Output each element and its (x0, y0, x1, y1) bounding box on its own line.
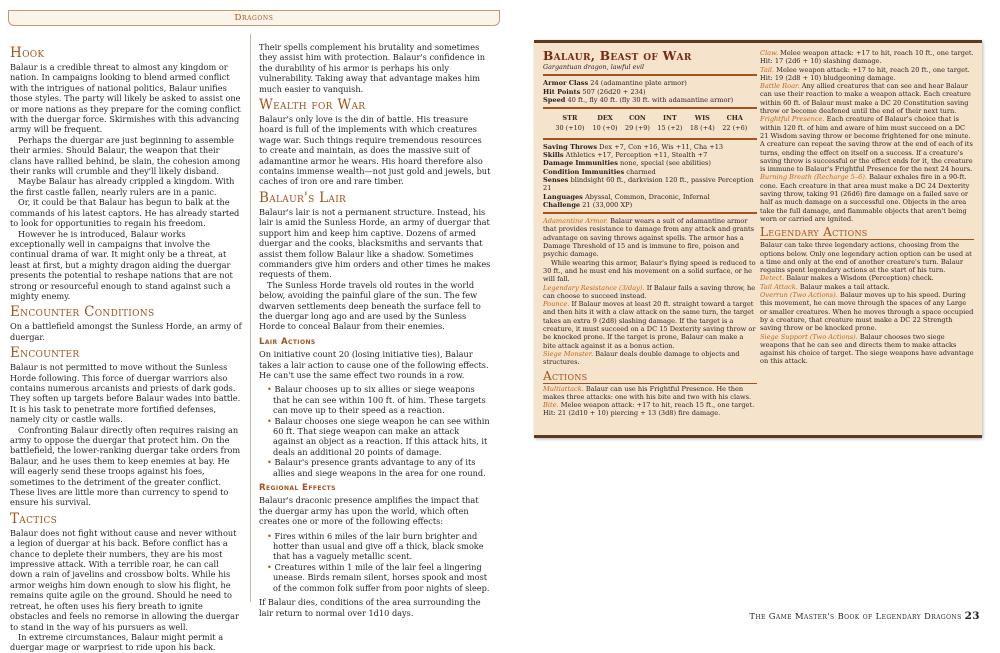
trait (543, 284, 757, 301)
stat-rule (543, 107, 757, 109)
ability-score: 30 (+10) (555, 124, 585, 133)
action-text: Balaur exhales fire in a 90-ft. cone. Each creature in that area must make a DC 24 Dexterity saving throw, taking 91 (26d6) fire damage on a failed save or half as much damage on a successful one. Objects in the area take the full damage, and flammable objects that aren't being worn or carried are ignited. (760, 173, 970, 223)
detail-label: Saving Throws (543, 142, 598, 151)
trait-text: If Balaur fails a saving throw, he can choose to succeed instead. (543, 283, 756, 300)
action-name: Bite. (543, 401, 559, 410)
lair-actions-intro: On initiative count 20 (losing initiative ties), Balaur takes a lair action to cause one of the following effects. He can't use the same effect two rounds in a row. (259, 349, 489, 380)
regional-effects-intro: Balaur's draconic presence amplifies the impact that the duergar army has upon the world, which often creates one or more of the following effects: (259, 495, 479, 527)
action-name: Burning Breath (Recharge 5–6). (760, 173, 868, 182)
legendary-action-name: Siege Support (Two Actions). (760, 332, 858, 341)
stat-block-left-column (543, 49, 757, 418)
legendary-action-text: Balaur chooses two siege weapons that he can see and directs them to make attacks against his choice of target. The siege weapons have advantage on this attack. (760, 332, 974, 366)
legendary-action-text: Balaur makes a Wisdom (Perception) check. (786, 274, 934, 283)
tactics-paragraph-2: In extreme circumstances, Balaur might permit a duergar mage or warpriest to ride upon his back. (10, 631, 224, 653)
trait-continued: While wearing this armor, Balaur's flying speed is reduced to 30 ft., and he must end his movement on a solid surface, or he will fall. (543, 258, 756, 284)
hook-paragraph-3: Maybe Balaur has already crippled a kingdom. With the first castle fallen, nearly rulers are in a panic. (10, 176, 235, 197)
lair-actions-list (259, 384, 492, 478)
stat-label: Hit Points (543, 87, 581, 96)
trait-text: Balaur deals double damage to objects and structures. (543, 349, 740, 367)
detail-value: Athletics +17, Perception +11, Stealth +7 (565, 151, 708, 160)
action-text: Melee weapon attack: +17 to hit, reach 20 ft., one target. Hit: 19 (2d8 + 10) bludgeoning damage. (760, 65, 970, 82)
stat-line (543, 96, 757, 104)
middle-column (259, 42, 492, 618)
detail-line (543, 143, 757, 151)
stat-value: 24 (adamantine plate armor) (590, 79, 687, 88)
stat-line (543, 88, 757, 96)
hook-paragraph-4: Or, it could be that Balaur has begun to balk at the commands of his latest captors. He has already started to look for opportunities to regain his freedom. (10, 197, 240, 229)
stat-value: 507 (26d20 + 234) (582, 87, 646, 96)
legendary-action (760, 333, 974, 366)
trait-name: Legendary Resistance (3/day). (543, 283, 645, 292)
detail-value: Dex +7, Con +16, Wis +11, Cha +13 (599, 142, 724, 151)
ability-score: 15 (+2) (657, 124, 683, 133)
legendary-action-name: Overrun (Two Actions). (760, 291, 838, 300)
tactics-heading: Tactics (10, 510, 58, 527)
trait (543, 350, 757, 367)
legendary-action (760, 291, 974, 332)
action (760, 49, 974, 66)
ability-header: DEX (597, 114, 613, 123)
lair-paragraph-2: The Sunless Horde travels old routes in the world below, avoiding the painful glare of the sun. The few dwarven settlements deep beneath the surface fell to the duergar long ago and are used by the Sunless Horde to conceal Balaur from their enemies. (259, 279, 481, 332)
detail-label: Languages (543, 192, 583, 201)
page-footer (749, 610, 980, 622)
hook-paragraph-5: However he is introduced, Balaur works exceptionally well in campaigns that involve the continual drama of war. It might only be a threat, at least at first, but a mighty dragon aiding the duergar presents the potential to reshape nations that are not strong or resourceful enough to stand against such a mighty enemy. (10, 228, 233, 301)
stat-block (534, 40, 982, 438)
action-text: Any allied creatures that can see and hear Balaur can use their reaction to make a weapon attack. Each creature within 60 ft. of Balaur must make a DC 20 Constitution saving throw or become deafened until the end of their next turn. (760, 82, 971, 116)
ability-header: STR (562, 114, 578, 123)
detail-value: 21 (33,000 XP) (582, 200, 633, 209)
regional-effect-item: • Creatures within 1 mile of the lair feel a lingering unease. Birds remain silent, horses spook and most of the common folk suffer from poor nights of sleep. (267, 562, 492, 593)
trait-text: Balaur wears a suit of adamantine armor that provides resistance to damage from any attack and grants advantage on saving throws against spells. The armor has a Damage Threshold of 15 and is immune to fire, poison and psychic damage. (543, 217, 755, 259)
lair-action-item: • Balaur chooses up to six allies or siege weapons that he can see within 100 ft. of him. These targets can move up to their speed as a reaction. (267, 384, 492, 415)
action-name: Battle Roar. (760, 82, 800, 91)
ability-scores-table (551, 113, 751, 134)
action (760, 82, 974, 115)
regional-effects-outro: If Balaur dies, conditions of the area surrounding the lair return to normal over 1d10 days. (259, 597, 481, 618)
legendary-action-name: Detect. (760, 274, 785, 283)
trait (543, 300, 757, 350)
ability-header: CHA (726, 114, 743, 123)
detail-label: Senses (543, 175, 569, 184)
tactics-paragraph-1: Balaur does not fight without cause and never without a legion of duergar at his back. Before conflict has a chance to deplete their numbers, they are his most impressive attack. With a terrible roar, he can call down a rain of javelins and crossbow bolts. While his armor weighs him down enough to slow his flight, he remains quite agile on the ground. Should he need to retreat, he often uses his fiery breath to ignite obstacles and feels no remorse in allowing the duergar to stand in the way of his pursuers as well. (10, 527, 239, 632)
encounter-heading: Encounter (10, 345, 80, 362)
detail-label: Challenge (543, 200, 581, 209)
action (543, 385, 757, 402)
lair-paragraph-1: Balaur's lair is not a permanent structure. Instead, his lair is amid the Sunless Horde, an army of duergar that support him and keep him captive. Dozens of armed duergar and the cooks, blacksmiths and servants that assist them follow Balaur like a shadow. Sometimes commanders give him orders and other times he makes requests of them. (259, 206, 491, 280)
detail-line (543, 201, 757, 209)
stat-label: Armor Class (543, 79, 589, 88)
encounter-conditions-heading: Encounter Conditions (10, 304, 155, 321)
stat-line (543, 79, 757, 87)
detail-label: Condition Immunities (543, 167, 625, 176)
ability-header: WIS (694, 114, 710, 123)
action (760, 66, 974, 83)
detail-line (543, 168, 757, 176)
action-text: Melee weapon attack: +17 to hit, reach 10 ft., one target. Hit: 17 (2d6 + 10) slashing damage. (760, 49, 974, 66)
lair-action-item: • Balaur chooses one siege weapon he can see within 60 ft. That siege weapon can make an attack against an object as a reaction. If this attack hits, it deals an additional 20 points of damage. (267, 416, 492, 458)
chapter-header (8, 10, 500, 26)
lair-action-item: • Balaur's presence grants advantage to any of its allies and siege weapons in the area for one round. (267, 457, 492, 478)
trait-name: Adamantine Armor. (543, 217, 609, 226)
ability-header: INT (662, 114, 677, 123)
ability-score: 10 (+0) (592, 124, 618, 133)
legendary-action (760, 283, 974, 291)
stat-rule (543, 212, 757, 214)
legendary-action-text: Balaur moves up to his speed. During this movement, he can move through the spaces of any Large or smaller creatures. When he moves through a space occupied by a creature, that creature must make a DC 22 Strength saving throw or be knocked prone. (760, 291, 974, 333)
detail-line (543, 193, 757, 201)
action-text: Each creature of Balaur's choice that is within 120 ft. of him and aware of him must succeed on a DC 21 Wisdom saving throw or become frightened for one minute. A creature can repeat the saving throw at the end of each of its turns, ending the effect on itself on a success. If a creature's saving throw is successful or the effect ends for it, the creature is immune to Balaur's Frightful Presence for the next 24 hours. (760, 115, 973, 174)
creature-type: Gargantuan dragon, lawful evil (543, 63, 645, 71)
detail-line (543, 159, 757, 167)
hook-paragraph-1: Balaur is a credible threat to almost any kingdom or nation. In campaigns looking to blend armed conflict with the intrigues of national politics, Balaur unifies those styles. The party will likely be asked to assist one or more nations as they prepare for the coming conflict with the duergar force. Skirmishes with this advancing army will be frequent. (10, 62, 241, 135)
detail-value: charmed (626, 167, 656, 176)
page-number: 23 (964, 610, 980, 622)
book-title: The Game Master's Book of Legendary Dragons (749, 611, 962, 621)
trait-text: If Balaur moves at least 20 ft. straight toward a target and then hits it with a claw attack on the same turn, the target takes an extra 9 (2d8) slashing damage. If the target is a creature, it must succeed on a DC 15 Dexterity saving throw or be knocked prone. If the target is prone, Balaur can make a bite attack against it as a bonus action. (543, 300, 756, 350)
detail-line (543, 176, 757, 193)
detail-label: Skills (543, 151, 564, 160)
trait-name: Pounce. (543, 300, 570, 309)
lair-actions-heading: Lair Actions (259, 336, 316, 347)
legendary-action (760, 274, 974, 282)
action (760, 173, 974, 223)
hook-heading: Hook (10, 45, 45, 61)
ability-score: 29 (+9) (624, 124, 650, 133)
stat-rule (543, 74, 757, 76)
continued-paragraph: Their spells complement his brutality and sometimes they assist him with protection. Balaur's confidence in the durability of his armor is perhaps his only vulnerability. Taking away that advantage makes him much easier to vanquish. (259, 42, 485, 94)
actions-heading: Actions (543, 370, 757, 384)
regional-effects-list (259, 531, 492, 593)
hook-paragraph-2: Perhaps the duergar are just beginning to assemble their armies. Should Balaur, the weapon that their clans have rallied behind, be slain, the cohesion among their ranks will crumble and they'll likely disband. (10, 134, 241, 177)
chapter-title: Dragons (234, 13, 274, 23)
action-name: Multiattack. (543, 384, 584, 393)
detail-value: blindsight 60 ft., darkvision 120 ft., passive Perception 21 (543, 175, 754, 193)
stat-label: Speed (543, 95, 566, 104)
regional-effects-heading: Regional Effects (259, 483, 336, 494)
legendary-action-name: Tail Attack. (760, 282, 798, 291)
legendary-action-text: Balaur makes a tail attack. (799, 282, 890, 291)
ability-header: CON (629, 114, 646, 123)
encounter-paragraph-2: Confronting Balaur directly often requires raising an army to oppose the duergar that protect him. On the battlefield, the lower-ranking duergar take orders from Balaur, and he uses them to keep enemies at bay. He will eagerly send these troops against his foes, sometimes to the detriment of the greater conflict. These lives are little more than currency to spend to ensure his survival. (10, 424, 241, 508)
stat-block-right-column (760, 49, 974, 366)
lair-heading: Balaur's Lair (259, 189, 347, 206)
legendary-actions-heading: Legendary Actions (760, 226, 974, 240)
action-text: Melee weapon attack: +17 to hit, reach 15 ft., one target. Hit: 21 (2d10 + 10) piercing + 13 (3d8) fire damage. (543, 401, 755, 418)
encounter-paragraph-1: Balaur is not permitted to move without the Sunless Horde following. This force of duergar warriors also contains numerous arcanists and priests of dark gods. They soften up targets before Balaur wades into battle. It is his task to penetrate more fortified defenses, namely city or castle walls. (10, 362, 241, 425)
action (760, 115, 974, 173)
conditions-paragraph: On a battlefield amongst the Sunless Horde, an army of duergar. (10, 321, 242, 342)
action-name: Frightful Presence. (760, 115, 825, 124)
stat-rule (543, 138, 757, 140)
trait-name: Siege Monster. (543, 349, 594, 358)
action (543, 401, 757, 418)
wealth-paragraph: Balaur's only love is the din of battle. His treasure hoard is full of the implements with which creatures wage war. Such things require tremendous resources to create and maintain, as does the massive suit of adamantine armor he wears. His hoard therefore also contains immense wealth—not just gold and jewels, but caches of iron ore and rare timber. (259, 114, 491, 187)
regional-effect-item: • Fires within 6 miles of the lair burn brighter and hotter than usual and give off a thick, black smoke that has a vaguely metallic scent. (267, 531, 492, 562)
action-name: Claw. (760, 49, 779, 57)
trait (543, 217, 757, 258)
action-name: Tail. (760, 65, 775, 74)
detail-label: Damage Immunities (543, 159, 618, 168)
detail-line (543, 151, 757, 159)
column-divider (250, 34, 251, 602)
wealth-heading: Wealth for War (259, 97, 366, 114)
legendary-intro: Balaur can take three legendary actions, choosing from the options below. Only one legendary action option can be used at a time and only at the end of another creature's turn. Balaur regains spent legendary actions at the start of his turn. (760, 241, 972, 275)
stat-value: 40 ft., fly 40 ft. (fly 30 ft. with adamantine armor) (567, 95, 734, 104)
creature-name: Balaur, Beast of War (543, 49, 692, 63)
detail-value: Abyssal, Common, Draconic, Infernal (585, 192, 710, 201)
ability-score: 18 (+4) (689, 124, 715, 133)
left-column (10, 42, 242, 653)
detail-value: none, special (see abilities) (620, 159, 712, 168)
action-text: Balaur can use his Frightful Presence. He then makes three attacks: one with his bite and two with his claws. (543, 384, 752, 401)
ability-score: 22 (+6) (722, 124, 748, 133)
